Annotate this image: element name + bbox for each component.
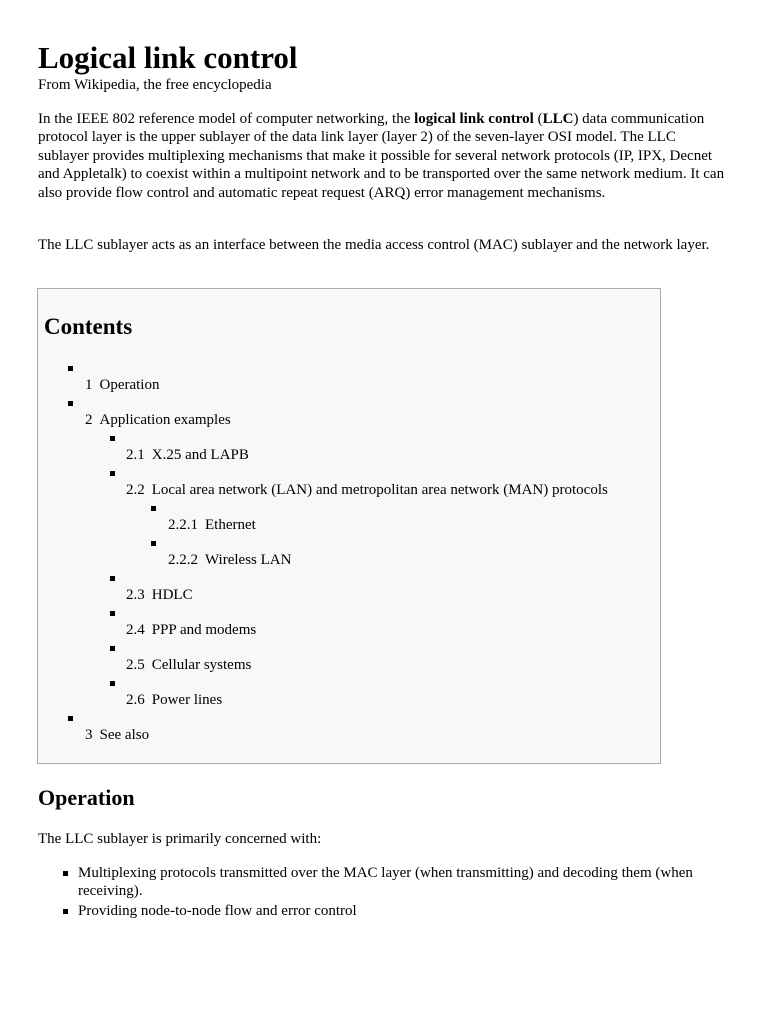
intro-text-start: In the IEEE 802 reference model of computer networking, the [38,111,415,127]
toc-label: Application examples [99,412,231,428]
toc-label: Power lines [151,692,223,708]
list-item-text: Providing node-to-node flow and error control [78,902,357,919]
list-item [78,864,718,901]
toc-bullet [68,366,73,371]
toc-label: HDLC [151,587,193,603]
toc-link-wireless-lan[interactable] [168,551,291,569]
toc-number: 2.2 [126,482,145,498]
section-heading-operation: Operation [38,785,135,810]
intro-open-paren: ( [533,111,543,127]
toc-label: Wireless LAN [205,552,292,568]
toc-bullet [68,401,73,406]
toc-link-hdlc[interactable] [126,586,193,604]
toc-number: 1 [85,377,93,393]
toc-number: 2.4 [126,622,145,638]
toc-bullet [151,541,156,546]
toc-title: Contents [44,314,133,339]
toc-label: Cellular systems [151,657,252,673]
toc-bullet [110,611,115,616]
list-bullet [63,909,68,914]
toc-link-see-also[interactable] [85,726,149,744]
intro-bold-term: logical link control [414,111,534,127]
toc-number: 2 [85,412,93,428]
operation-list [78,864,718,921]
toc-number: 2.3 [126,587,145,603]
list-item-text: Multiplexing protocols transmitted over the MAC layer (when transmitting) and decoding them (when receiving). [78,865,693,900]
toc-bullet [110,681,115,686]
toc-bullet [110,471,115,476]
toc-link-cellular-systems[interactable] [126,656,251,674]
intro-bold-abbr: LLC [542,111,574,127]
operation-intro: The LLC sublayer is primarily concerned with: [38,831,322,847]
toc-bullet [110,436,115,441]
intro-text-rest: ) data communication protocol layer is the upper sublayer of the data link layer (layer 2) of the seven-layer OSI model. The LLC sublayer provides multiplexing mechanisms that make it possible for several network protocols (IP, IPX, Decnet and Appletalk) to coexist within a multipoint network and to be transported over the same network medium. It can also provide flow control and automatic repeat request (ARQ) error management mechanisms. [38,111,725,201]
toc-link-application-examples[interactable] [85,411,231,429]
toc-link-ppp-modems[interactable] [126,621,256,639]
list-item [78,902,718,920]
toc-bullet [110,646,115,651]
toc-bullet [151,506,156,511]
toc-link-ethernet[interactable] [168,516,256,534]
table-of-contents [37,288,661,764]
toc-label: Local area network (LAN) and metropolitan area network (MAN) protocols [151,482,608,498]
intro-paragraph-2: The LLC sublayer acts as an interface between the media access control (MAC) sublayer and the network layer. [38,237,710,253]
toc-bullet [110,576,115,581]
list-bullet [63,871,68,876]
toc-link-lan-man[interactable] [126,481,608,499]
toc-number: 2.6 [126,692,145,708]
toc-number: 2.2.1 [168,517,198,533]
toc-number: 2.1 [126,447,145,463]
toc-number: 2.5 [126,657,145,673]
toc-label: Operation [99,377,160,393]
toc-label: X.25 and LAPB [151,447,249,463]
toc-link-x25-lapb[interactable] [126,446,249,464]
toc-label: PPP and modems [151,622,257,638]
page-tagline: From Wikipedia, the free encyclopedia [38,77,272,93]
page-title: Logical link control [38,40,298,75]
toc-link-power-lines[interactable] [126,691,222,709]
toc-bullet [68,716,73,721]
toc-link-operation[interactable] [85,376,159,394]
toc-number: 2.2.2 [168,552,198,568]
toc-label: See also [99,727,150,743]
toc-number: 3 [85,727,93,743]
toc-label: Ethernet [205,517,256,533]
intro-paragraph-1 [38,110,728,202]
